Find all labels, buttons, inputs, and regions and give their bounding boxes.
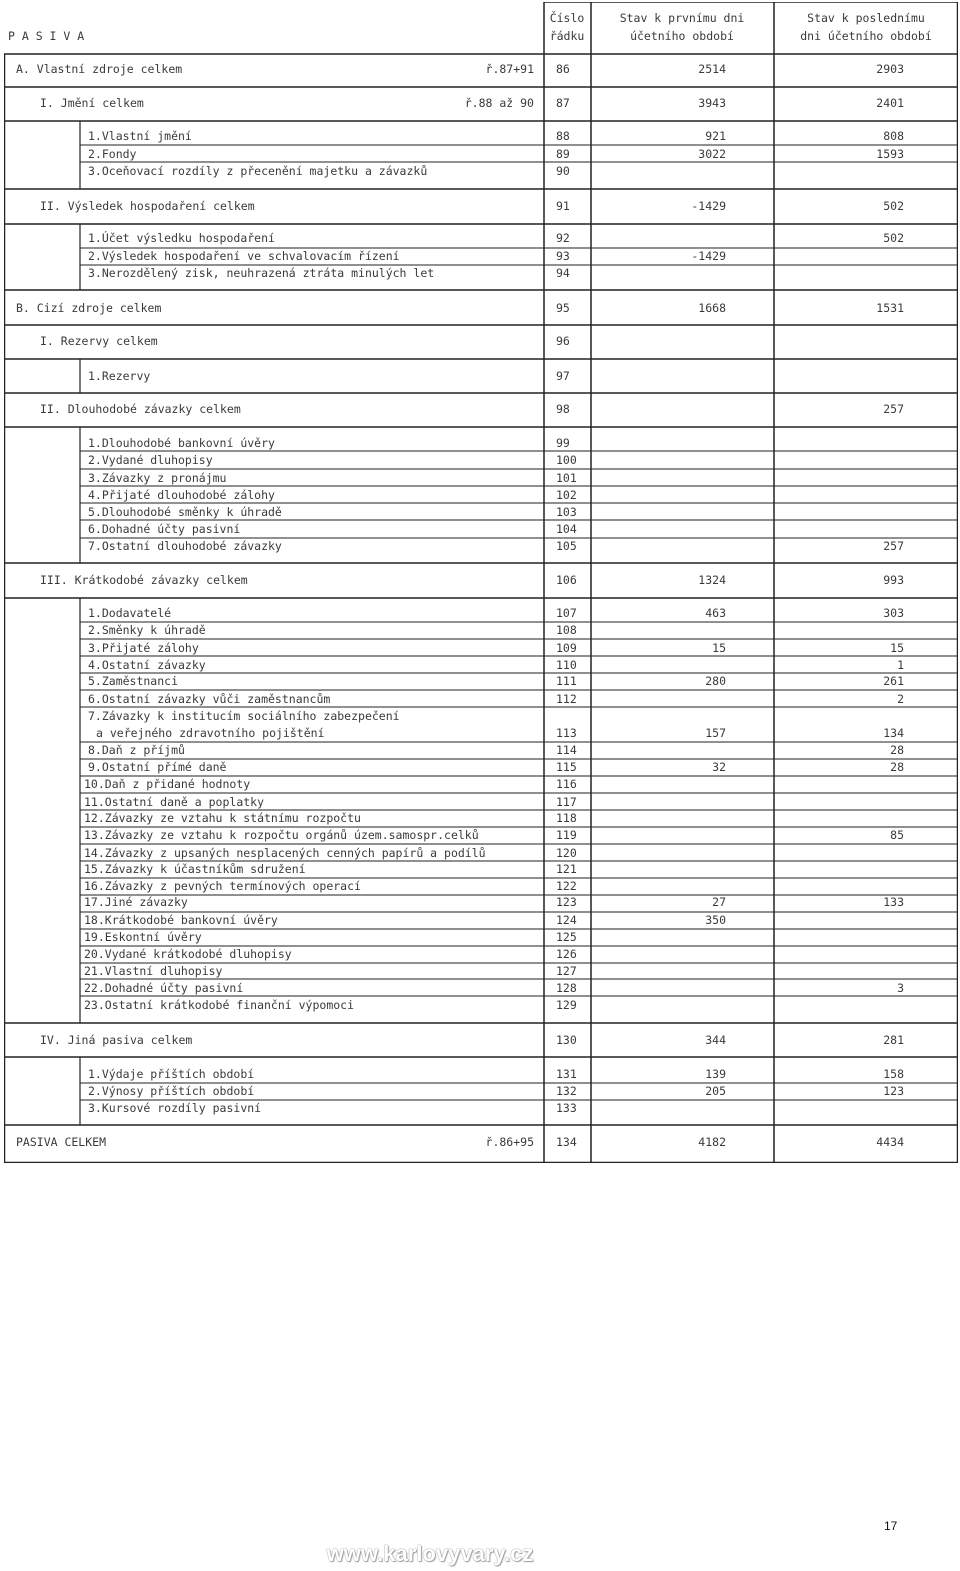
value-first-day: 344 (705, 1033, 726, 1047)
value-last-day: 261 (883, 674, 904, 688)
row-label: 3.Kursové rozdíly pasivní (88, 1101, 262, 1115)
row-number: 123 (556, 895, 577, 909)
col-header-row-number-line2: řádku (549, 29, 585, 43)
value-last-day: 808 (883, 129, 904, 143)
value-first-day: 280 (705, 674, 726, 688)
col-header-last-day-line2: dni účetního období (800, 29, 932, 43)
value-last-day: 1593 (876, 147, 904, 161)
row-number: 87 (556, 96, 570, 110)
row-label: 6.Ostatní závazky vůči zaměstnancům (88, 692, 331, 706)
value-first-day: 3022 (698, 147, 726, 161)
row-number: 112 (556, 692, 577, 706)
row-number: 101 (556, 471, 577, 485)
value-first-day: -1429 (691, 199, 726, 213)
row-label: 1.Výdaje příštích období (88, 1067, 255, 1081)
row-number: 110 (556, 658, 577, 672)
value-last-day: 28 (890, 743, 904, 757)
page-number: 17 (884, 1519, 898, 1533)
row-label: 2.Výnosy příštích období (88, 1084, 255, 1098)
row-label: 2.Výsledek hospodaření ve schvalovacím řízení (88, 249, 400, 263)
row-label: III. Krátkodobé závazky celkem (40, 573, 248, 587)
row-label: 2.Fondy (88, 147, 137, 161)
row-label: 23.Ostatní krátkodobé finanční výpomoci (84, 998, 355, 1012)
row-label: 3.Závazky z pronájmu (88, 471, 227, 485)
row-number: 105 (556, 539, 577, 553)
col-header-first-day-line1: Stav k prvnímu dni (619, 11, 745, 25)
row-label: 13.Závazky ze vztahu k rozpočtu orgánů územ.samospr.celků (84, 828, 479, 842)
value-first-day: -1429 (691, 249, 726, 263)
row-label: 1.Dodavatelé (88, 606, 172, 620)
row-number: 96 (556, 334, 570, 348)
row-label: 3.Přijaté zálohy (88, 641, 199, 655)
value-last-day: 257 (883, 539, 904, 553)
row-number: 102 (556, 488, 577, 502)
row-number: 97 (556, 369, 570, 383)
row-label: 1.Rezervy (88, 369, 151, 383)
row-label: 2.Vydané dluhopisy (88, 453, 213, 467)
row-label: 6.Dohadné účty pasivní (88, 522, 241, 536)
row-number: 130 (556, 1033, 577, 1047)
value-last-day: 4434 (876, 1135, 904, 1149)
row-label: 1.Dlouhodobé bankovní úvěry (88, 436, 275, 450)
row-number: 100 (556, 453, 577, 467)
row-number: 114 (556, 743, 577, 757)
row-number: 95 (556, 301, 570, 315)
row-label: 12.Závazky ze vztahu k státnímu rozpočtu (84, 811, 361, 825)
value-first-day: 921 (705, 129, 726, 143)
value-last-day: 158 (883, 1067, 904, 1081)
value-last-day: 281 (883, 1033, 904, 1047)
row-label: PASIVA CELKEM (16, 1135, 107, 1149)
row-label: 8.Daň z příjmů (88, 743, 185, 757)
value-last-day: 1 (897, 658, 904, 672)
row-number: 109 (556, 641, 577, 655)
value-first-day: 32 (712, 760, 726, 774)
row-number: 116 (556, 777, 577, 791)
row-number: 89 (556, 147, 570, 161)
row-label: 5.Zaměstnanci (88, 674, 179, 688)
row-formula: ř.86+95 (485, 1135, 534, 1149)
watermark-text: www.karlovyvary.cz (326, 1541, 534, 1566)
row-number: 119 (556, 828, 577, 842)
row-label: 2.Směnky k úhradě (88, 623, 206, 637)
row-number: 115 (556, 760, 577, 774)
row-number: 113 (556, 726, 577, 740)
row-label: 3.Nerozdělený zisk, neuhrazená ztráta minulých let (88, 266, 435, 280)
row-label: 16.Závazky z pevných termínových operací (84, 879, 361, 893)
row-label: 15.Závazky k účastníkům sdružení (84, 862, 306, 876)
row-number: 121 (556, 862, 577, 876)
row-number: 125 (556, 930, 577, 944)
value-last-day: 502 (883, 231, 904, 245)
row-number: 132 (556, 1084, 577, 1098)
row-number: 117 (556, 795, 577, 809)
row-label: 11.Ostatní daně a poplatky (84, 795, 265, 809)
row-number: 106 (556, 573, 577, 587)
row-label: 19.Eskontní úvěry (84, 930, 202, 944)
row-number: 104 (556, 522, 577, 536)
row-label: II. Dlouhodobé závazky celkem (40, 402, 241, 416)
row-label: 3.Oceňovací rozdíly z přecenění majetku a závazků (88, 164, 428, 178)
row-label: 7.Ostatní dlouhodobé závazky (88, 539, 282, 553)
row-label: 10.Daň z přidané hodnoty (84, 777, 251, 791)
value-last-day: 502 (883, 199, 904, 213)
row-number: 88 (556, 129, 570, 143)
row-label: 1.Vlastní jmění (88, 129, 192, 143)
value-last-day: 257 (883, 402, 904, 416)
value-last-day: 3 (897, 981, 904, 995)
row-number: 134 (556, 1135, 577, 1149)
value-first-day: 205 (705, 1084, 726, 1098)
value-last-day: 133 (883, 895, 904, 909)
row-label: 18.Krátkodobé bankovní úvěry (84, 913, 278, 927)
row-label: A. Vlastní zdroje celkem (16, 62, 183, 76)
value-first-day: 4182 (698, 1135, 726, 1149)
value-last-day: 2401 (876, 96, 904, 110)
row-label: II. Výsledek hospodaření celkem (40, 199, 255, 213)
row-label: 22.Dohadné účty pasivní (84, 981, 244, 995)
row-label-continuation: a veřejného zdravotního pojištění (96, 726, 325, 740)
value-first-day: 2514 (698, 62, 726, 76)
value-last-day: 28 (890, 760, 904, 774)
value-first-day: 350 (705, 913, 726, 927)
value-last-day: 303 (883, 606, 904, 620)
value-first-day: 1324 (698, 573, 726, 587)
col-header-row-number-line1: Číslo (549, 11, 585, 25)
value-last-day: 15 (890, 641, 904, 655)
row-label: I. Rezervy celkem (40, 334, 158, 348)
value-first-day: 463 (705, 606, 726, 620)
row-label: 5.Dlouhodobé směnky k úhradě (88, 505, 282, 519)
value-last-day: 993 (883, 573, 904, 587)
row-formula: ř.87+91 (485, 62, 534, 76)
row-number: 111 (556, 674, 577, 688)
row-number: 128 (556, 981, 577, 995)
row-number: 93 (556, 249, 570, 263)
row-label: 20.Vydané krátkodobé dluhopisy (84, 947, 292, 961)
row-number: 118 (556, 811, 577, 825)
row-label: I. Jmění celkem (40, 96, 144, 110)
row-number: 103 (556, 505, 577, 519)
col-header-first-day-line2: účetního období (630, 29, 734, 43)
value-last-day: 85 (890, 828, 904, 842)
row-number: 133 (556, 1101, 577, 1115)
row-number: 86 (556, 62, 570, 76)
row-label: B. Cizí zdroje celkem (16, 301, 162, 315)
row-number: 94 (556, 266, 570, 280)
row-label: 14.Závazky z upsaných nesplacených cenných papírů a podílů (84, 846, 486, 860)
value-last-day: 2 (897, 692, 904, 706)
row-label: 4.Přijaté dlouhodobé zálohy (88, 488, 275, 502)
row-number: 99 (556, 436, 570, 450)
row-number: 127 (556, 964, 577, 978)
value-first-day: 1668 (698, 301, 726, 315)
row-number: 122 (556, 879, 577, 893)
table-title: P A S I V A (8, 29, 85, 43)
row-formula: ř.88 až 90 (464, 96, 534, 110)
row-number: 91 (556, 199, 570, 213)
row-number: 124 (556, 913, 577, 927)
row-label: 7.Závazky k institucím sociálního zabezpečení (88, 709, 400, 723)
row-label: 4.Ostatní závazky (88, 658, 206, 672)
value-first-day: 27 (712, 895, 726, 909)
value-first-day: 3943 (698, 96, 726, 110)
row-label: 1.Účet výsledku hospodaření (88, 231, 275, 245)
pasiva-table (4, 2, 958, 1163)
row-number: 98 (556, 402, 570, 416)
value-last-day: 134 (883, 726, 904, 740)
row-label: 21.Vlastní dluhopisy (84, 964, 223, 978)
value-last-day: 123 (883, 1084, 904, 1098)
row-number: 92 (556, 231, 570, 245)
row-number: 90 (556, 164, 570, 178)
row-number: 129 (556, 998, 577, 1012)
value-last-day: 1531 (876, 301, 904, 315)
row-number: 120 (556, 846, 577, 860)
row-number: 107 (556, 606, 577, 620)
row-number: 131 (556, 1067, 577, 1081)
row-number: 126 (556, 947, 577, 961)
col-header-last-day-line1: Stav k poslednímu (807, 11, 925, 25)
value-last-day: 2903 (876, 62, 904, 76)
row-label: IV. Jiná pasiva celkem (40, 1033, 193, 1047)
value-first-day: 139 (705, 1067, 726, 1081)
value-first-day: 15 (712, 641, 726, 655)
row-label: 17.Jiné závazky (84, 895, 188, 909)
value-first-day: 157 (705, 726, 726, 740)
row-number: 108 (556, 623, 577, 637)
row-label: 9.Ostatní přímé daně (88, 760, 227, 774)
